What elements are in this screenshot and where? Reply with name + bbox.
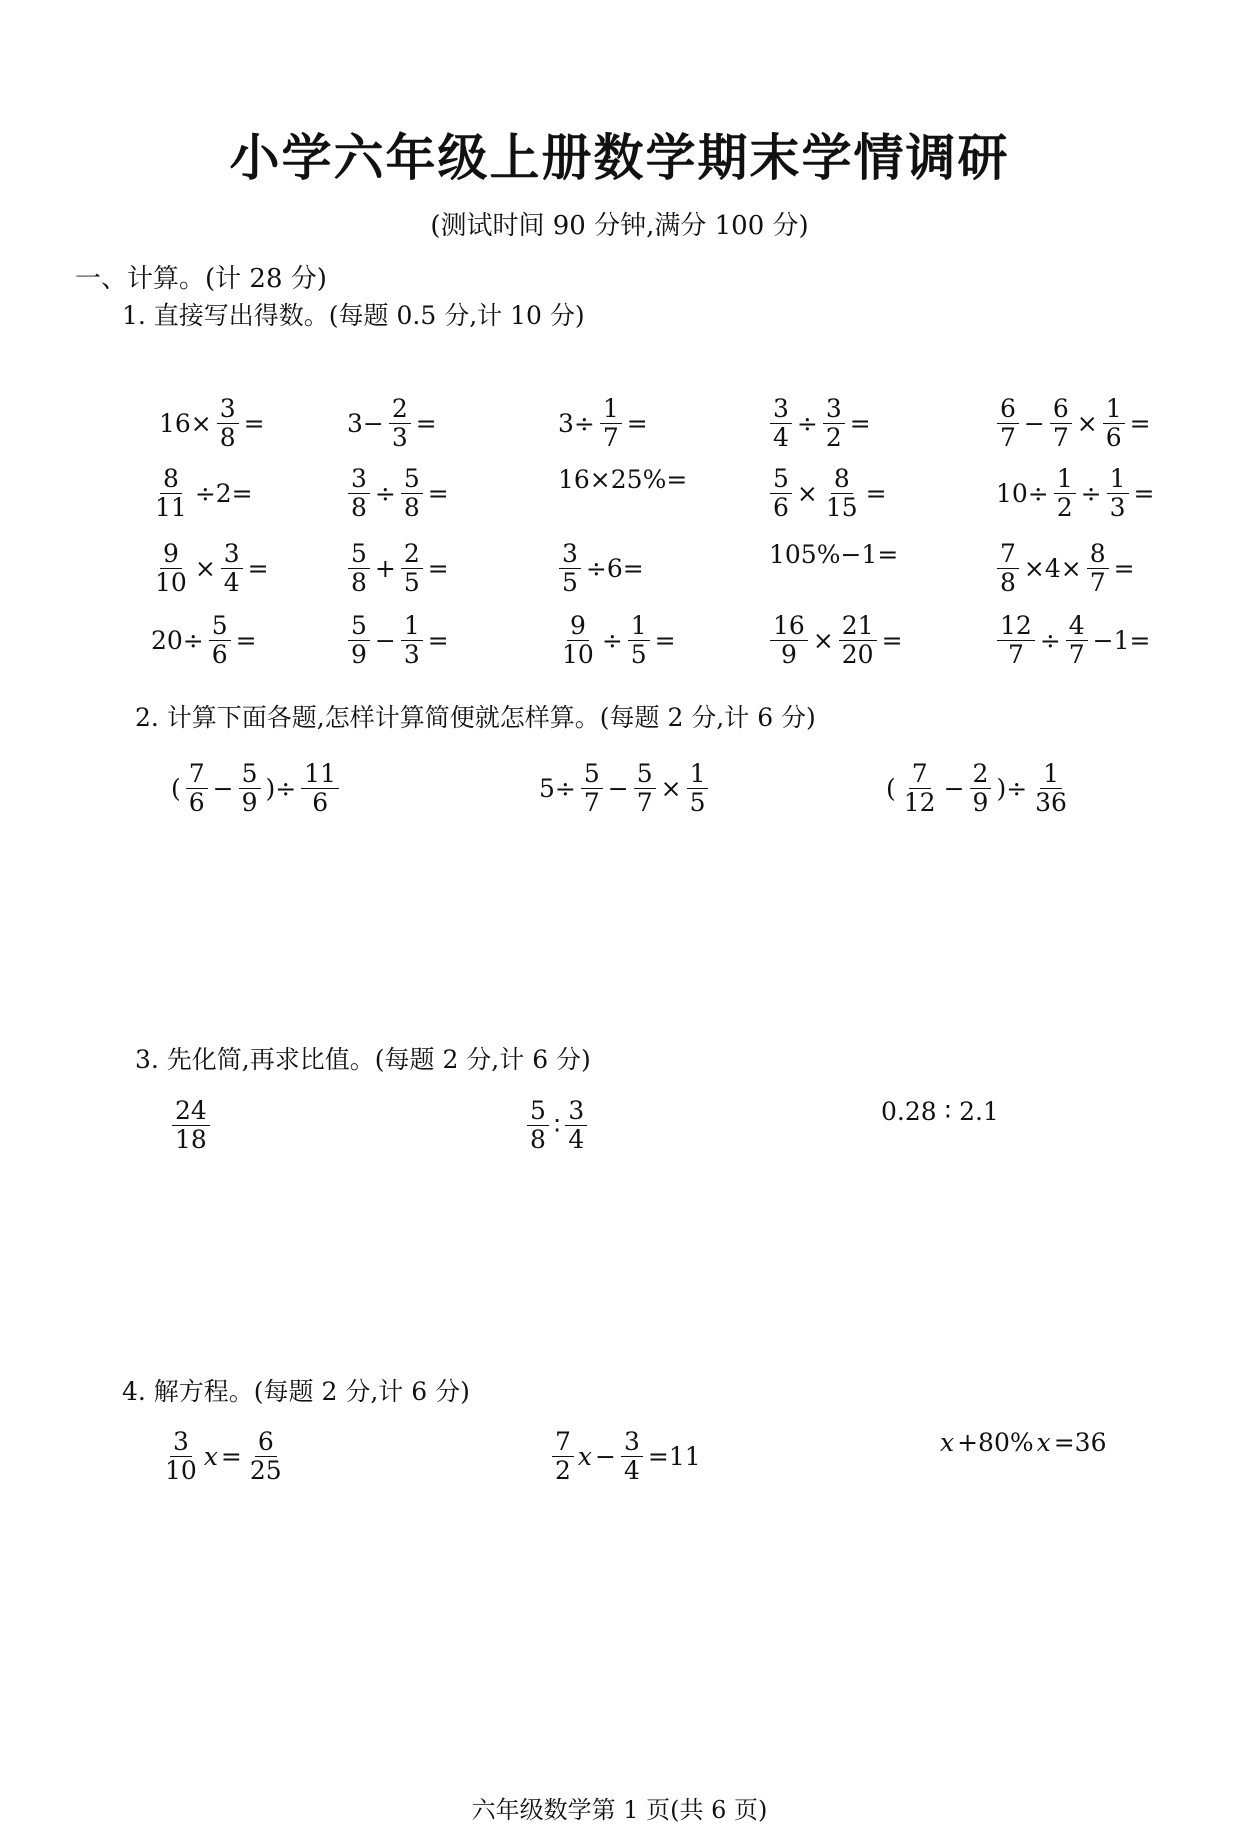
fraction-numerator: 3 <box>217 395 239 424</box>
fraction-denominator: 2 <box>825 423 842 452</box>
fraction-numerator: 5 <box>770 465 792 494</box>
fraction-numerator: 1 <box>600 395 622 424</box>
fraction-numerator: 3 <box>221 540 243 569</box>
fraction-numerator: 7 <box>909 760 931 789</box>
fraction-denominator: 5 <box>403 568 420 597</box>
fraction <box>1087 540 1109 597</box>
fraction-numerator: 1 <box>1103 395 1125 424</box>
fraction-denominator: 18 <box>175 1125 207 1154</box>
oral-problem <box>557 395 649 452</box>
oral-problem <box>150 540 270 597</box>
fraction-numerator: 2 <box>970 760 992 789</box>
fraction-denominator: 6 <box>773 493 789 522</box>
fraction-numerator: 1 <box>401 612 423 641</box>
fraction-numerator: 24 <box>172 1097 210 1126</box>
fraction-denominator: 6 <box>1105 423 1122 452</box>
fraction <box>1066 612 1088 669</box>
page-title: 小学六年级上册数学期末学情调研 <box>229 128 1010 187</box>
fraction-denominator: 2 <box>555 1456 571 1485</box>
math-text: ÷6= <box>585 554 644 583</box>
equation-problem <box>160 1428 287 1485</box>
fraction-denominator: 7 <box>583 788 600 817</box>
fraction-numerator: 11 <box>301 760 339 789</box>
fraction <box>970 760 992 817</box>
fraction-denominator: 10 <box>155 568 187 597</box>
oral-problem <box>346 540 450 597</box>
fraction <box>1103 395 1125 452</box>
fraction <box>770 465 792 522</box>
fraction <box>559 540 581 597</box>
fraction-numerator: 1 <box>687 760 709 789</box>
fraction-denominator: 8 <box>219 423 236 452</box>
oral-problem <box>557 540 645 597</box>
math-variable: x <box>940 1428 955 1457</box>
math-text: = <box>865 479 887 508</box>
section-1-heading: 一、计算。(计 28 分) <box>75 264 327 294</box>
fraction-numerator: 5 <box>239 760 261 789</box>
oral-problem <box>150 465 254 522</box>
ratio-problem <box>880 1097 1000 1126</box>
fraction-denominator: 9 <box>972 788 989 817</box>
math-text: × <box>796 479 818 508</box>
fraction-numerator: 8 <box>831 465 853 494</box>
fraction-denominator: 8 <box>351 568 367 597</box>
ratio-problem <box>525 1097 589 1154</box>
math-text: 3÷ <box>558 409 595 438</box>
fraction-numerator: 5 <box>348 612 370 641</box>
math-text: 20÷ <box>151 626 204 655</box>
fraction-denominator: 4 <box>773 423 789 452</box>
fraction-denominator: 8 <box>403 493 420 522</box>
math-text: − <box>607 774 629 803</box>
fraction-numerator: 16 <box>770 612 808 641</box>
fraction <box>389 395 411 452</box>
fraction-numerator: 5 <box>348 540 370 569</box>
fraction <box>172 1097 210 1154</box>
math-text: +80% <box>957 1428 1034 1457</box>
oral-problem <box>995 465 1155 522</box>
ratio-problem <box>170 1097 212 1154</box>
math-text: =11 <box>647 1442 701 1471</box>
fraction <box>823 465 861 522</box>
fraction-denominator: 9 <box>351 640 367 669</box>
oral-problem <box>995 395 1152 452</box>
math-text: = <box>849 409 871 438</box>
fraction-denominator: 10 <box>562 640 594 669</box>
fraction-numerator: 5 <box>527 1097 549 1126</box>
fraction <box>221 540 243 597</box>
fraction-numerator: 5 <box>401 465 423 494</box>
fraction-denominator: 36 <box>1035 788 1067 817</box>
oral-problem <box>768 465 888 522</box>
fraction-numerator: 3 <box>823 395 845 424</box>
oral-problem <box>768 612 904 669</box>
fraction-denominator: 25 <box>249 1456 282 1485</box>
fraction <box>247 1428 285 1485</box>
question-3-heading: 3. 先化简,再求比值。(每题 2 分,计 6 分) <box>135 1045 591 1074</box>
fraction-numerator: 8 <box>160 465 182 494</box>
fraction <box>217 395 239 452</box>
fraction-numerator: 3 <box>348 465 370 494</box>
fraction-denominator: 6 <box>312 788 329 817</box>
math-text: − <box>595 1442 616 1471</box>
fraction <box>527 1097 549 1154</box>
fraction-denominator: 4 <box>568 1125 585 1154</box>
fraction <box>401 612 423 669</box>
fraction-denominator: 3 <box>1109 493 1126 522</box>
equation-problem <box>550 1428 702 1485</box>
fraction <box>152 540 190 597</box>
math-text: − <box>943 774 965 803</box>
simplify-problem <box>170 760 341 817</box>
fraction-denominator: 5 <box>630 640 647 669</box>
simplify-problem <box>538 760 710 817</box>
oral-problem <box>346 612 450 669</box>
question-1-heading: 1. 直接写出得数。(每题 0.5 分,计 10 分) <box>122 301 585 330</box>
fraction-numerator: 1 <box>1040 760 1062 789</box>
math-text: × <box>194 554 216 583</box>
equation-problem <box>940 1428 1108 1457</box>
math-variable: x <box>577 1442 593 1471</box>
oral-problem <box>995 612 1151 669</box>
fraction <box>552 1428 574 1485</box>
fraction <box>301 760 339 817</box>
oral-problem <box>768 540 899 569</box>
fraction-denominator: 10 <box>165 1456 197 1485</box>
fraction <box>209 612 231 669</box>
fraction-denominator: 4 <box>623 1456 640 1485</box>
fraction-denominator: 8 <box>530 1125 546 1154</box>
math-text: = <box>626 409 648 438</box>
fraction-denominator: 6 <box>211 640 228 669</box>
math-text: ÷2= <box>194 479 253 508</box>
math-text: ÷ <box>601 626 623 655</box>
simplify-problem <box>885 760 1072 817</box>
math-text: 16× <box>159 409 212 438</box>
fraction <box>186 760 208 817</box>
fraction-denominator: 4 <box>223 568 240 597</box>
math-text: = <box>654 626 676 655</box>
fraction <box>634 760 656 817</box>
fraction <box>162 1428 200 1485</box>
fraction <box>348 465 370 522</box>
math-text: ÷ <box>1039 626 1061 655</box>
page-footer: 六年级数学第 1 页(共 6 页) <box>471 1796 768 1824</box>
oral-problem <box>158 395 266 452</box>
fraction-numerator: 9 <box>160 540 182 569</box>
math-text: − <box>1023 409 1045 438</box>
fraction-numerator: 3 <box>559 540 581 569</box>
fraction <box>1054 465 1076 522</box>
fraction-denominator: 7 <box>1089 568 1106 597</box>
fraction-denominator: 3 <box>391 423 408 452</box>
fraction <box>628 612 650 669</box>
math-text: ÷ <box>1080 479 1102 508</box>
fraction <box>401 540 423 597</box>
fraction-numerator: 3 <box>621 1428 643 1457</box>
fraction-numerator: 5 <box>634 760 656 789</box>
math-text: = <box>243 409 265 438</box>
math-text: 10÷ <box>996 479 1049 508</box>
oral-problem <box>150 612 258 669</box>
fraction <box>559 612 597 669</box>
fraction-numerator: 7 <box>997 540 1019 569</box>
math-text: −1= <box>1092 626 1151 655</box>
exam-info: (测试时间 90 分钟,满分 100 分) <box>430 211 809 241</box>
oral-problem <box>557 465 688 494</box>
oral-problem <box>346 465 450 522</box>
fraction-numerator: 8 <box>1087 540 1109 569</box>
fraction-numerator: 4 <box>1066 612 1088 641</box>
fraction-numerator: 3 <box>170 1428 192 1457</box>
math-text: = <box>1113 554 1135 583</box>
fraction-denominator: 7 <box>636 788 653 817</box>
math-text: ( <box>886 774 896 803</box>
fraction-denominator: 7 <box>1068 640 1085 669</box>
fraction <box>823 395 845 452</box>
fraction-denominator: 11 <box>155 493 187 522</box>
math-text: = <box>235 626 257 655</box>
math-text: + <box>374 554 396 583</box>
question-2-heading: 2. 计算下面各题,怎样计算简便就怎样算。(每题 2 分,计 6 分) <box>135 703 816 732</box>
fraction-numerator: 2 <box>389 395 411 424</box>
fraction <box>770 612 808 669</box>
fraction <box>401 465 423 522</box>
fraction-numerator: 1 <box>1054 465 1076 494</box>
math-text: × <box>1076 409 1098 438</box>
fraction <box>348 612 370 669</box>
math-text: )÷ <box>996 774 1028 803</box>
fraction-denominator: 3 <box>403 640 420 669</box>
fraction <box>997 612 1035 669</box>
fraction <box>1050 395 1072 452</box>
math-text: = <box>1129 409 1151 438</box>
math-text: 3− <box>347 409 384 438</box>
fraction-denominator: 5 <box>689 788 706 817</box>
fraction-numerator: 5 <box>209 612 231 641</box>
fraction <box>997 540 1019 597</box>
fraction-denominator: 7 <box>602 423 619 452</box>
math-text: 16×25%= <box>558 465 688 494</box>
math-text: − <box>212 774 234 803</box>
question-4-heading: 4. 解方程。(每题 2 分,计 6 分) <box>122 1377 470 1406</box>
math-text: ÷ <box>796 409 818 438</box>
oral-problem <box>768 395 872 452</box>
math-text: = <box>881 626 903 655</box>
fraction <box>687 760 709 817</box>
math-text: = <box>247 554 269 583</box>
fraction-numerator: 7 <box>186 760 208 789</box>
math-text: = <box>220 1442 242 1471</box>
fraction-denominator: 12 <box>903 788 936 817</box>
fraction <box>581 760 603 817</box>
math-text: = <box>427 479 449 508</box>
math-text: × <box>812 626 834 655</box>
fraction-numerator: 7 <box>552 1428 574 1457</box>
fraction-numerator: 6 <box>255 1428 277 1457</box>
fraction-denominator: 8 <box>1000 568 1016 597</box>
oral-problem <box>346 395 438 452</box>
fraction <box>239 760 261 817</box>
math-variable: x <box>1036 1428 1051 1457</box>
fraction <box>997 395 1019 452</box>
fraction-numerator: 1 <box>628 612 650 641</box>
fraction-numerator: 2 <box>401 540 423 569</box>
math-text: 0.28 ∶ 2.1 <box>881 1097 999 1126</box>
fraction <box>600 395 622 452</box>
math-text: ( <box>171 774 181 803</box>
fraction-numerator: 3 <box>565 1097 587 1126</box>
fraction-denominator: 20 <box>841 640 874 669</box>
fraction-denominator: 15 <box>825 493 858 522</box>
fraction-denominator: 8 <box>351 493 367 522</box>
math-text: = <box>427 554 449 583</box>
fraction <box>621 1428 643 1485</box>
math-variable: x <box>203 1442 218 1471</box>
oral-problem <box>557 612 677 669</box>
oral-problem <box>995 540 1136 597</box>
math-text: = <box>427 626 449 655</box>
fraction <box>901 760 939 817</box>
fraction-denominator: 2 <box>1056 493 1073 522</box>
fraction-numerator: 6 <box>1050 395 1072 424</box>
math-text: = <box>415 409 437 438</box>
fraction <box>770 395 792 452</box>
fraction-denominator: 9 <box>241 788 258 817</box>
fraction <box>152 465 190 522</box>
fraction-numerator: 5 <box>581 760 603 789</box>
fraction <box>348 540 370 597</box>
fraction-numerator: 21 <box>839 612 877 641</box>
fraction-numerator: 6 <box>997 395 1019 424</box>
math-text: ÷ <box>374 479 396 508</box>
math-text: )÷ <box>265 774 297 803</box>
math-text: = <box>1133 479 1155 508</box>
fraction-denominator: 5 <box>562 568 578 597</box>
fraction <box>565 1097 587 1154</box>
fraction-denominator: 9 <box>780 640 797 669</box>
fraction <box>1107 465 1129 522</box>
math-text: ×4× <box>1023 554 1082 583</box>
fraction-denominator: 7 <box>1052 423 1069 452</box>
fraction-numerator: 12 <box>997 612 1035 641</box>
math-text: =36 <box>1053 1428 1107 1457</box>
fraction <box>839 612 877 669</box>
fraction-numerator: 3 <box>770 395 792 424</box>
math-text: × <box>660 774 682 803</box>
fraction-denominator: 6 <box>188 788 205 817</box>
math-text: − <box>374 626 396 655</box>
math-text: 5÷ <box>539 774 576 803</box>
fraction-denominator: 7 <box>1000 423 1016 452</box>
fraction-denominator: 7 <box>1007 640 1024 669</box>
math-text: ∶ <box>553 1111 561 1140</box>
fraction <box>1032 760 1070 817</box>
fraction-numerator: 9 <box>567 612 589 641</box>
fraction-numerator: 1 <box>1107 465 1129 494</box>
math-text: 105%−1= <box>769 540 899 569</box>
